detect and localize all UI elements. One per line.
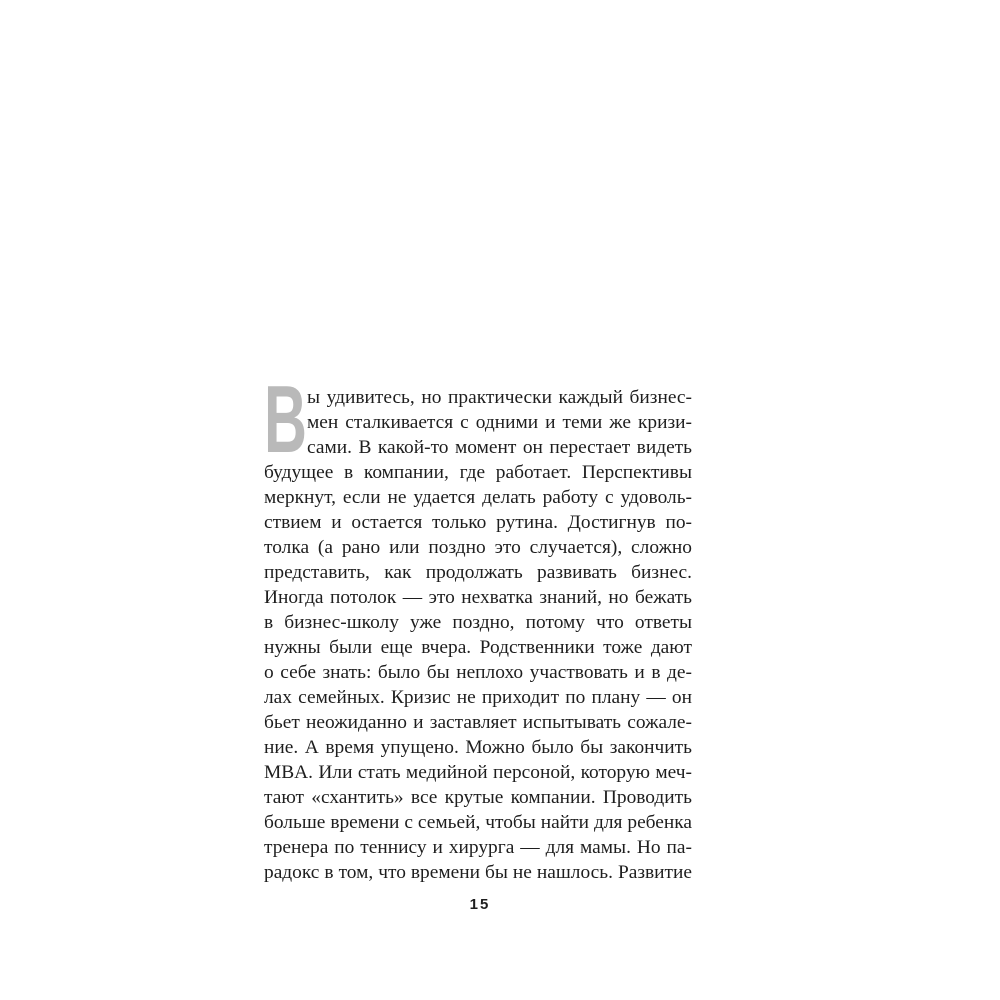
text-line: в бизнес-школу уже поздно, потому что ответы — [264, 612, 692, 633]
text-line: меркнут, если не удается делать работу с удоволь- — [264, 487, 692, 508]
text-line: бьет неожиданно и заставляет испытывать сожале- — [264, 712, 692, 733]
text-line: ние. А время упущено. Можно было бы закончить — [264, 737, 692, 758]
text-line: мен сталкивается с одними и теми же кризи- — [307, 412, 692, 433]
text-line: представить, как продолжать развивать бизнес. — [264, 562, 692, 583]
text-line: Иногда потолок — это нехватка знаний, но бежать — [264, 587, 692, 608]
text-line: сами. В какой-то момент он перестает видеть — [307, 437, 692, 458]
text-line: нужны были еще вчера. Родственники тоже дают — [264, 637, 692, 658]
text-line: тают «схантить» все крутые компании. Проводить — [264, 787, 692, 808]
text-line: толка (а рано или поздно это случается), сложно — [264, 537, 692, 558]
text-line: о себе знать: было бы неплохо участвовать и в де- — [264, 662, 692, 683]
text-line: радокс в том, что времени бы не нашлось. Развитие — [264, 862, 692, 883]
text-line: будущее в компании, где работает. Перспективы — [264, 462, 692, 483]
page-number: 15 — [469, 896, 491, 913]
text-line: больше времени с семьей, чтобы найти для ребенка — [264, 812, 692, 833]
text-line: ствием и остается только рутина. Достигнув по- — [264, 512, 692, 533]
text-line: MBA. Или стать медийной персоной, которую меч- — [264, 762, 692, 783]
text-line: ы удивитесь, но практически каждый бизнес- — [307, 387, 692, 408]
text-line: лах семейных. Кризис не приходит по плану — он — [264, 687, 692, 708]
text-line: тренера по теннису и хирурга — для мамы. Но па- — [264, 837, 692, 858]
drop-cap: В — [264, 366, 307, 473]
